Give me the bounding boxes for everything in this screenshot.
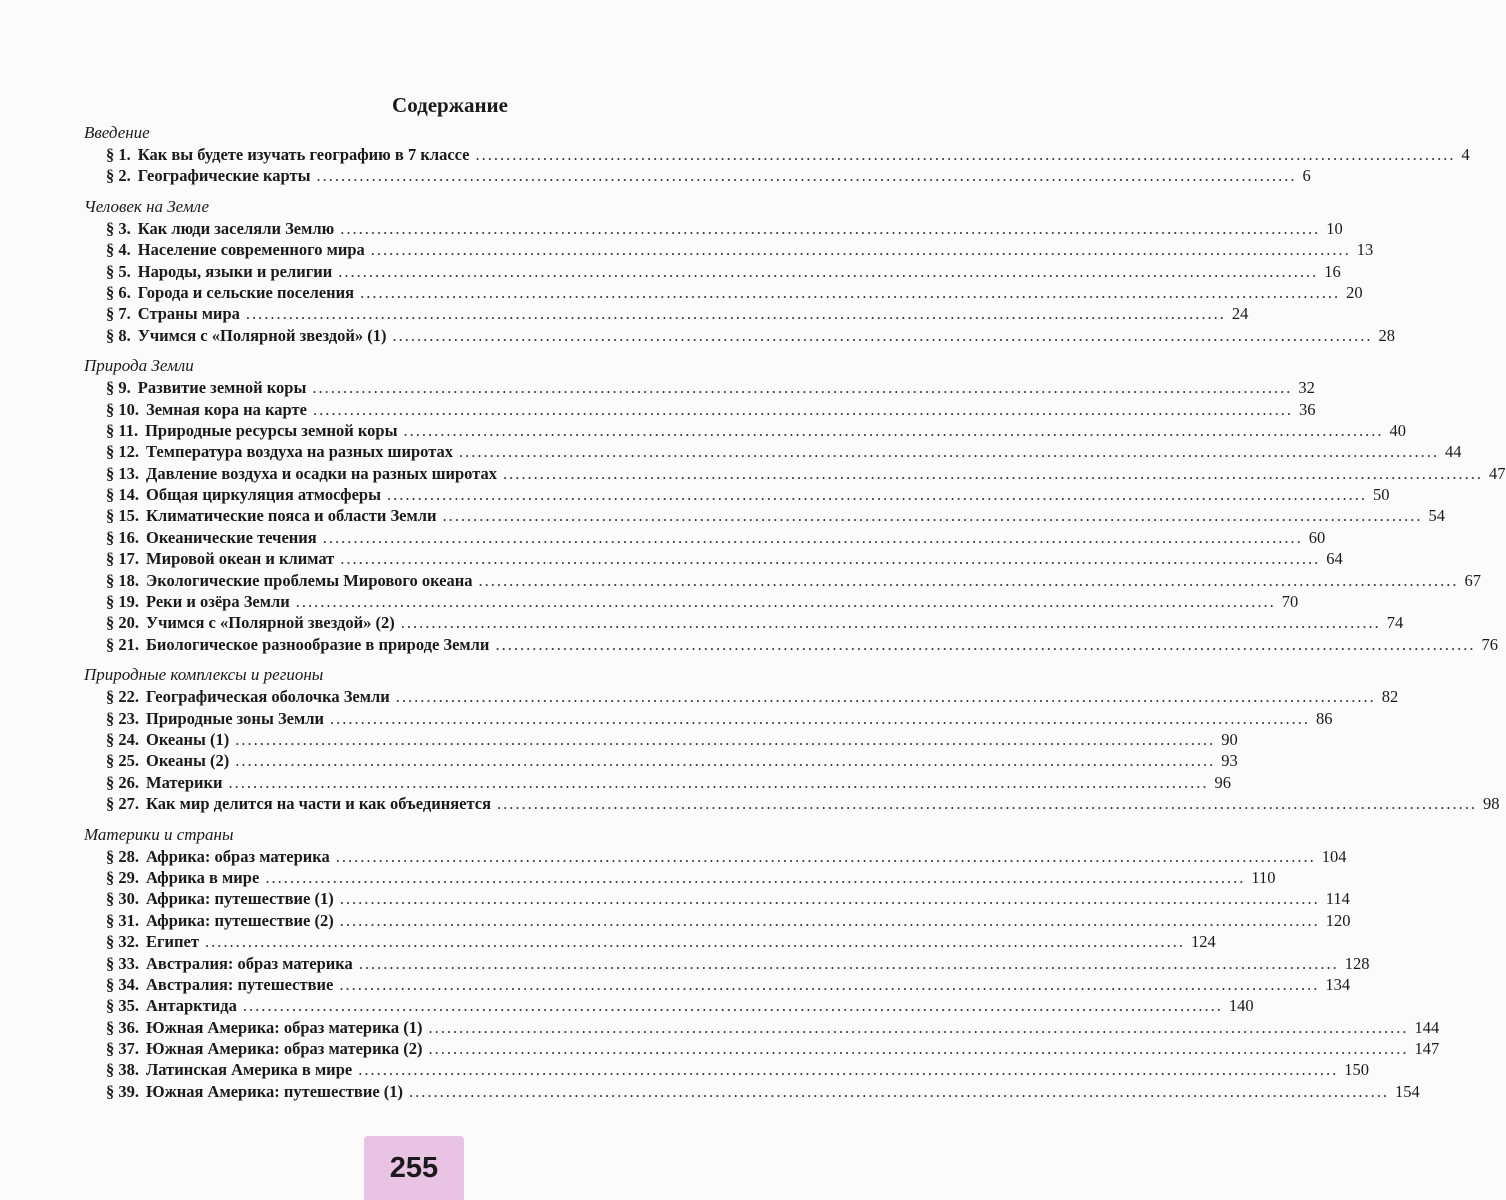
toc-entry[interactable]: [84, 888, 1350, 909]
toc-entry[interactable]: [84, 634, 1498, 655]
dot-leader: ................................................................................................................................................................: [242, 996, 1223, 1016]
toc-entry[interactable]: [84, 612, 1404, 633]
entry-page-number: 120: [1325, 910, 1351, 930]
dot-leader: ................................................................................................................................................................: [312, 378, 1293, 398]
entry-title: Африка: путешествие (1): [146, 889, 334, 909]
paragraph-number: § 9.: [106, 378, 131, 398]
entry-title: Развитие земной коры: [137, 378, 307, 398]
paragraph-number: § 39.: [106, 1081, 139, 1101]
dot-leader: ................................................................................................................................................................: [409, 1081, 1390, 1101]
paragraph-number: § 34.: [106, 974, 139, 994]
toc-entry[interactable]: [84, 1017, 1440, 1038]
dot-leader: ................................................................................................................................................................: [358, 953, 1339, 973]
entry-page-number: 4: [1461, 145, 1470, 164]
page-title: Содержание: [392, 93, 508, 117]
toc-entry[interactable]: [84, 325, 1396, 346]
entry-page-number: 114: [1325, 889, 1350, 909]
paragraph-number: § 4.: [106, 240, 131, 260]
entry-page-number: 110: [1251, 867, 1276, 887]
entry-title: Как люди заселяли Землю: [137, 218, 335, 238]
paragraph-number: § 6.: [106, 282, 131, 302]
entry-title: Океаны (2): [146, 751, 230, 771]
entry-title: Египет: [146, 932, 199, 952]
entry-title: Экологические проблемы Мирового океана: [146, 570, 473, 590]
toc-entry[interactable]: [84, 399, 1316, 420]
toc-entry[interactable]: [84, 910, 1351, 931]
paragraph-number: § 24.: [106, 729, 139, 749]
dot-leader: ................................................................................................................................................................: [403, 420, 1384, 440]
entry-title: Природные зоны Земли: [146, 708, 324, 728]
toc-section: [84, 122, 1470, 187]
entry-title: Народы, языки и религии: [137, 261, 333, 281]
paragraph-number: § 19.: [106, 592, 139, 612]
dot-leader: ................................................................................................................................................................: [497, 794, 1478, 814]
entry-page-number: 67: [1464, 570, 1482, 590]
paragraph-number: § 25.: [106, 751, 139, 771]
dot-leader: ................................................................................................................................................................: [475, 145, 1456, 164]
dot-leader: ................................................................................................................................................................: [265, 867, 1246, 887]
entry-title: Латинская Америка в мире: [146, 1060, 353, 1080]
entry-title: Как мир делится на части и как объединяется: [146, 794, 492, 814]
toc-entry[interactable]: [84, 1038, 1440, 1059]
toc-entry[interactable]: [84, 377, 1315, 398]
entry-title: Города и сельские поселения: [137, 282, 355, 302]
section-title: Природные комплексы и регионы: [84, 665, 324, 685]
toc-entry[interactable]: [84, 303, 1249, 324]
paragraph-number: § 12.: [106, 442, 139, 462]
paragraph-number: § 20.: [106, 613, 139, 633]
table-of-contents: [84, 122, 1506, 1111]
paragraph-number: § 8.: [106, 325, 131, 345]
toc-section: [84, 664, 1500, 814]
entry-title: Климатические пояса и области Земли: [146, 506, 437, 526]
toc-entry[interactable]: [84, 144, 1470, 165]
toc-entry[interactable]: [84, 527, 1326, 548]
entry-title: Австралия: путешествие: [146, 974, 334, 994]
entry-page-number: 98: [1483, 794, 1500, 814]
entry-title: Общая циркуляция атмосферы: [146, 485, 381, 505]
entry-title: Африка: образ материка: [146, 846, 330, 866]
toc-entry[interactable]: [84, 931, 1216, 952]
entry-page-number: 82: [1381, 687, 1399, 707]
entry-title: Южная Америка: путешествие (1): [146, 1081, 404, 1101]
dot-leader: ................................................................................................................................................................: [358, 1060, 1339, 1080]
dot-leader: ................................................................................................................................................................: [340, 549, 1321, 569]
entry-page-number: 44: [1445, 442, 1462, 462]
entry-page-number: 6: [1302, 166, 1311, 186]
paragraph-number: § 15.: [106, 506, 139, 526]
paragraph-number: § 27.: [106, 794, 139, 814]
entry-title: Океанические течения: [146, 527, 317, 547]
toc-entry[interactable]: [84, 772, 1232, 793]
section-title: Природа Земли: [84, 356, 194, 376]
entry-page-number: 47: [1489, 463, 1506, 483]
paragraph-number: § 28.: [106, 846, 139, 866]
paragraph-number: § 5.: [106, 261, 131, 281]
toc-section: [84, 196, 1396, 346]
section-title: Человек на Земле: [84, 196, 210, 216]
dot-leader: ................................................................................................................................................................: [235, 751, 1216, 771]
dot-leader: ................................................................................................................................................................: [339, 910, 1320, 930]
dot-leader: ................................................................................................................................................................: [392, 325, 1373, 345]
dot-leader: ................................................................................................................................................................: [428, 1039, 1409, 1059]
toc-entry[interactable]: [84, 505, 1445, 526]
entry-page-number: 96: [1214, 772, 1232, 792]
entry-page-number: 86: [1316, 708, 1333, 728]
entry-title: Страны мира: [137, 304, 240, 324]
entry-title: Природные ресурсы земной коры: [145, 420, 398, 440]
toc-entry[interactable]: [84, 282, 1363, 303]
dot-leader: ................................................................................................................................................................: [312, 399, 1293, 419]
entry-page-number: 93: [1221, 751, 1238, 771]
entry-title: Мировой океан и климат: [146, 549, 335, 569]
toc-entry[interactable]: [84, 953, 1370, 974]
dot-leader: ................................................................................................................................................................: [495, 634, 1476, 654]
entry-page-number: 74: [1386, 613, 1404, 633]
paragraph-number: § 1.: [106, 145, 131, 164]
dot-leader: ................................................................................................................................................................: [330, 708, 1310, 728]
entry-title: Австралия: образ материка: [146, 953, 353, 973]
paragraph-number: § 2.: [106, 166, 131, 186]
dot-leader: ................................................................................................................................................................: [442, 506, 1423, 526]
dot-leader: ................................................................................................................................................................: [339, 974, 1320, 994]
toc-entry[interactable]: [84, 218, 1343, 239]
entry-title: Материки: [146, 772, 223, 792]
toc-entry[interactable]: [84, 570, 1482, 591]
paragraph-number: § 23.: [106, 708, 139, 728]
toc-entry[interactable]: [84, 548, 1343, 569]
entry-page-number: 28: [1378, 325, 1396, 345]
toc-entry[interactable]: [84, 463, 1506, 484]
dot-leader: ................................................................................................................................................................: [386, 485, 1367, 505]
entry-page-number: 24: [1231, 304, 1249, 324]
paragraph-number: § 17.: [106, 549, 139, 569]
toc-entry[interactable]: [84, 484, 1390, 505]
dot-leader: ................................................................................................................................................................: [245, 304, 1226, 324]
entry-page-number: 140: [1228, 996, 1254, 1016]
section-title: Введение: [84, 123, 150, 142]
paragraph-number: § 3.: [106, 218, 131, 238]
dot-leader: ................................................................................................................................................................: [228, 772, 1209, 792]
dot-leader: ................................................................................................................................................................: [400, 613, 1381, 633]
toc-entry[interactable]: [84, 441, 1462, 462]
entry-title: Учимся с «Полярной звездой» (2): [146, 613, 395, 633]
dot-leader: ................................................................................................................................................................: [340, 218, 1321, 238]
entry-page-number: 60: [1308, 527, 1326, 547]
paragraph-number: § 35.: [106, 996, 139, 1016]
paragraph-number: § 26.: [106, 772, 139, 792]
entry-page-number: 16: [1324, 261, 1341, 281]
paragraph-number: § 22.: [106, 687, 139, 707]
entry-title: Давление воздуха и осадки на разных широтах: [146, 463, 498, 483]
paragraph-number: § 36.: [106, 1017, 139, 1037]
entry-title: Температура воздуха на разных широтах: [146, 442, 453, 462]
paragraph-number: § 32.: [106, 932, 139, 952]
toc-entry[interactable]: [84, 591, 1299, 612]
paragraph-number: § 11.: [106, 420, 139, 440]
entry-title: Географическая оболочка Земли: [146, 687, 390, 707]
page-number: 255: [364, 1136, 464, 1200]
entry-title: Южная Америка: образ материка (2): [146, 1039, 423, 1059]
dot-leader: ................................................................................................................................................................: [335, 846, 1316, 866]
dot-leader: ................................................................................................................................................................: [322, 527, 1303, 547]
entry-page-number: 147: [1414, 1039, 1440, 1059]
paragraph-number: § 29.: [106, 867, 139, 887]
dot-leader: ................................................................................................................................................................: [428, 1017, 1409, 1037]
toc-entry[interactable]: [84, 974, 1351, 995]
paragraph-number: § 13.: [106, 463, 139, 483]
entry-page-number: 70: [1281, 592, 1299, 612]
toc-section: [84, 824, 1440, 1103]
entry-page-number: 128: [1344, 953, 1370, 973]
paragraph-number: § 7.: [106, 304, 131, 324]
dot-leader: ................................................................................................................................................................: [370, 240, 1351, 260]
paragraph-number: § 14.: [106, 485, 139, 505]
entry-title: Земная кора на карте: [146, 399, 307, 419]
dot-leader: ................................................................................................................................................................: [395, 687, 1376, 707]
paragraph-number: § 31.: [106, 910, 139, 930]
entry-page-number: 40: [1389, 420, 1406, 440]
paragraph-number: § 18.: [106, 570, 139, 590]
dot-leader: ................................................................................................................................................................: [503, 463, 1484, 483]
entry-title: Реки и озёра Земли: [146, 592, 290, 612]
dot-leader: ................................................................................................................................................................: [316, 166, 1297, 186]
toc-entry[interactable]: [84, 729, 1238, 750]
entry-page-number: 144: [1414, 1017, 1440, 1037]
entry-page-number: 154: [1395, 1081, 1420, 1101]
entry-page-number: 54: [1428, 506, 1445, 526]
entry-page-number: 13: [1356, 240, 1374, 260]
paragraph-number: § 38.: [106, 1060, 139, 1080]
toc-entry[interactable]: [84, 261, 1341, 282]
entry-page-number: 64: [1326, 549, 1343, 569]
entry-title: Население современного мира: [137, 240, 365, 260]
entry-page-number: 104: [1321, 846, 1347, 866]
toc-entry[interactable]: [84, 420, 1406, 441]
entry-page-number: 50: [1372, 485, 1390, 505]
paragraph-number: § 10.: [106, 399, 139, 419]
paragraph-number: § 16.: [106, 527, 139, 547]
dot-leader: ................................................................................................................................................................: [459, 442, 1439, 462]
entry-title: Как вы будете изучать географию в 7 классе: [137, 145, 470, 164]
toc-entry[interactable]: [84, 750, 1238, 771]
entry-page-number: 124: [1190, 932, 1216, 952]
dot-leader: ................................................................................................................................................................: [339, 889, 1320, 909]
dot-leader: ................................................................................................................................................................: [235, 729, 1216, 749]
entry-title: Учимся с «Полярной звездой» (1): [137, 325, 387, 345]
entry-title: Географические карты: [137, 166, 311, 186]
entry-page-number: 134: [1325, 974, 1351, 994]
entry-page-number: 10: [1326, 218, 1343, 238]
entry-title: Африка в мире: [146, 867, 260, 887]
entry-title: Африка: путешествие (2): [146, 910, 334, 930]
entry-page-number: 36: [1298, 399, 1316, 419]
entry-title: Антарктида: [146, 996, 237, 1016]
toc-entry[interactable]: [84, 846, 1347, 867]
dot-leader: ................................................................................................................................................................: [360, 282, 1341, 302]
dot-leader: ................................................................................................................................................................: [204, 932, 1185, 952]
toc-entry[interactable]: [84, 708, 1333, 729]
toc-entry[interactable]: [84, 239, 1374, 260]
dot-leader: ................................................................................................................................................................: [338, 261, 1319, 281]
toc-entry[interactable]: [84, 686, 1399, 707]
dot-leader: ................................................................................................................................................................: [478, 570, 1459, 590]
toc-entry[interactable]: [84, 1059, 1369, 1080]
paragraph-number: § 30.: [106, 889, 139, 909]
toc-entry[interactable]: [84, 1081, 1420, 1102]
paragraph-number: § 33.: [106, 953, 139, 973]
toc-section: [84, 355, 1506, 655]
paragraph-number: § 21.: [106, 634, 139, 654]
entry-title: Южная Америка: образ материка (1): [146, 1017, 423, 1037]
toc-entry[interactable]: [84, 995, 1254, 1016]
entry-page-number: 32: [1298, 378, 1315, 398]
entry-page-number: 20: [1346, 282, 1363, 302]
section-title: Материки и страны: [84, 824, 234, 844]
entry-page-number: 150: [1344, 1060, 1369, 1080]
entry-page-number: 90: [1221, 729, 1238, 749]
entry-title: Биологическое разнообразие в природе Земли: [146, 634, 490, 654]
toc-entry[interactable]: [84, 867, 1276, 888]
paragraph-number: § 37.: [106, 1039, 139, 1059]
entry-page-number: 76: [1481, 634, 1498, 654]
entry-title: Океаны (1): [146, 729, 230, 749]
dot-leader: ................................................................................................................................................................: [295, 592, 1276, 612]
toc-entry[interactable]: [84, 165, 1311, 186]
toc-entry[interactable]: [84, 793, 1500, 814]
